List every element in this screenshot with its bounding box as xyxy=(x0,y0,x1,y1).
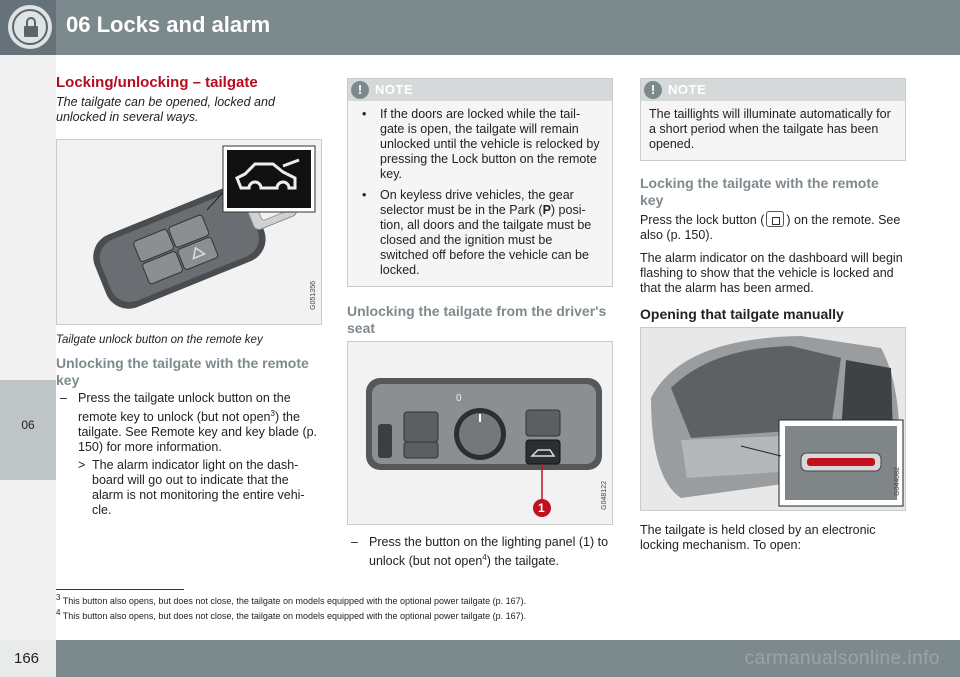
watermark: carmanualsonline.info xyxy=(744,648,940,669)
step-dash: – xyxy=(60,391,67,405)
instruction-result xyxy=(56,458,322,518)
footnotes xyxy=(56,592,526,622)
subheading-driver-seat: Unlocking the tailgate from the driver's seat xyxy=(347,303,607,336)
image-code: G048122 xyxy=(601,481,608,510)
column-left xyxy=(56,74,322,518)
chapter-side-tab-label: 06 xyxy=(21,418,35,432)
footnote-ref-3: 3 xyxy=(270,409,275,418)
panel-position-zero: 0 xyxy=(456,393,462,404)
callout-number: 1 xyxy=(538,501,545,515)
result-mark: > xyxy=(78,458,86,473)
subheading-remote-unlock: Unlocking the tailgate with the remote key xyxy=(56,355,309,388)
column-middle xyxy=(347,78,613,569)
paragraph: Press the lock button ( ) on the remote. See also (p. 150). xyxy=(640,213,901,242)
remote-key-illustration xyxy=(56,139,322,325)
footnote-3: $^3$ This button also opens, but does not close, the tailgate on models equipped with the optional power tailgate (p. 167). xyxy=(56,593,527,606)
note-text: The taillights will illuminate automatically for a short period when the tailgate has been opened. xyxy=(649,107,891,151)
paragraph: The alarm indicator on the dashboard will begin flashing to show that the vehicle is locked and that the alarm has been armed. xyxy=(640,251,903,295)
note-box xyxy=(640,78,906,161)
image-caption: Tailgate unlock button on the remote key xyxy=(56,334,263,346)
warning-icon: ! xyxy=(351,81,369,99)
header-icon-tab xyxy=(0,0,56,55)
subheading-remote-lock: Locking the tailgate with the remote key xyxy=(640,175,879,208)
chapter-side-tab xyxy=(0,55,56,640)
instruction-step xyxy=(56,391,322,455)
footnote-4: $^4$ This button also opens, but does not close, the tailgate on models equipped with the optional power tailgate (p. 167). xyxy=(56,608,527,621)
lock-button-icon xyxy=(766,211,784,227)
step-text-part1: Press the tailgate unlock button on the remote key to unlock (but not open xyxy=(78,391,291,425)
section-heading: Locking/unlocking – tailgate xyxy=(56,74,258,91)
note-bullet: • On keyless drive vehicles, the gear selector must be in the Park (P) posi-tion, all doors and the tailgate must be closed and the ignition must be switched off before the vehicle can be locked. xyxy=(362,188,592,277)
lock-chapter-icon xyxy=(8,5,52,49)
note-bullet: • If the doors are locked while the tail-gate is open, the tailgate will remain unlocked until the vehicle is relocked by pressing the Lock button on the remote key. xyxy=(362,107,600,181)
page-number: 166 xyxy=(14,650,40,667)
paragraph: The tailgate is held closed by an electronic locking mechanism. To open: xyxy=(640,523,876,552)
result-text: The alarm indicator light on the dash-board will go out to indicate that the alarm is not monitoring the entire vehi-cle. xyxy=(92,458,305,518)
warning-icon: ! xyxy=(644,81,662,99)
section-lead: The tailgate can be opened, locked and unlocked in several ways. xyxy=(56,95,275,124)
step-text-part2: ) the tailgate. See Remote key and key blade (p. 150) for more information. xyxy=(78,410,318,455)
note-box xyxy=(347,78,613,287)
step-text-part2: ) the tailgate. xyxy=(486,554,559,569)
page-header xyxy=(0,0,960,55)
note-header xyxy=(348,79,612,101)
footnote-divider xyxy=(56,589,184,590)
step-dash: – xyxy=(351,535,358,549)
note-title: NOTE xyxy=(668,82,707,97)
note-header xyxy=(641,79,905,101)
heading-manual-open: Opening that tailgate manually xyxy=(640,306,844,322)
image-code: G051356 xyxy=(310,281,317,310)
chapter-title: 06 Locks and alarm xyxy=(66,12,271,37)
lighting-panel-illustration xyxy=(347,341,613,525)
step-text-part1: Press the button on the lighting panel (1) to unlock (but not open xyxy=(369,535,609,569)
image-code: G044082 xyxy=(894,467,901,496)
footnote-ref-4: 4 xyxy=(482,553,487,562)
tailgate-illustration xyxy=(640,327,906,511)
instruction-step xyxy=(347,535,613,569)
column-right xyxy=(640,78,906,553)
note-title: NOTE xyxy=(375,82,414,97)
